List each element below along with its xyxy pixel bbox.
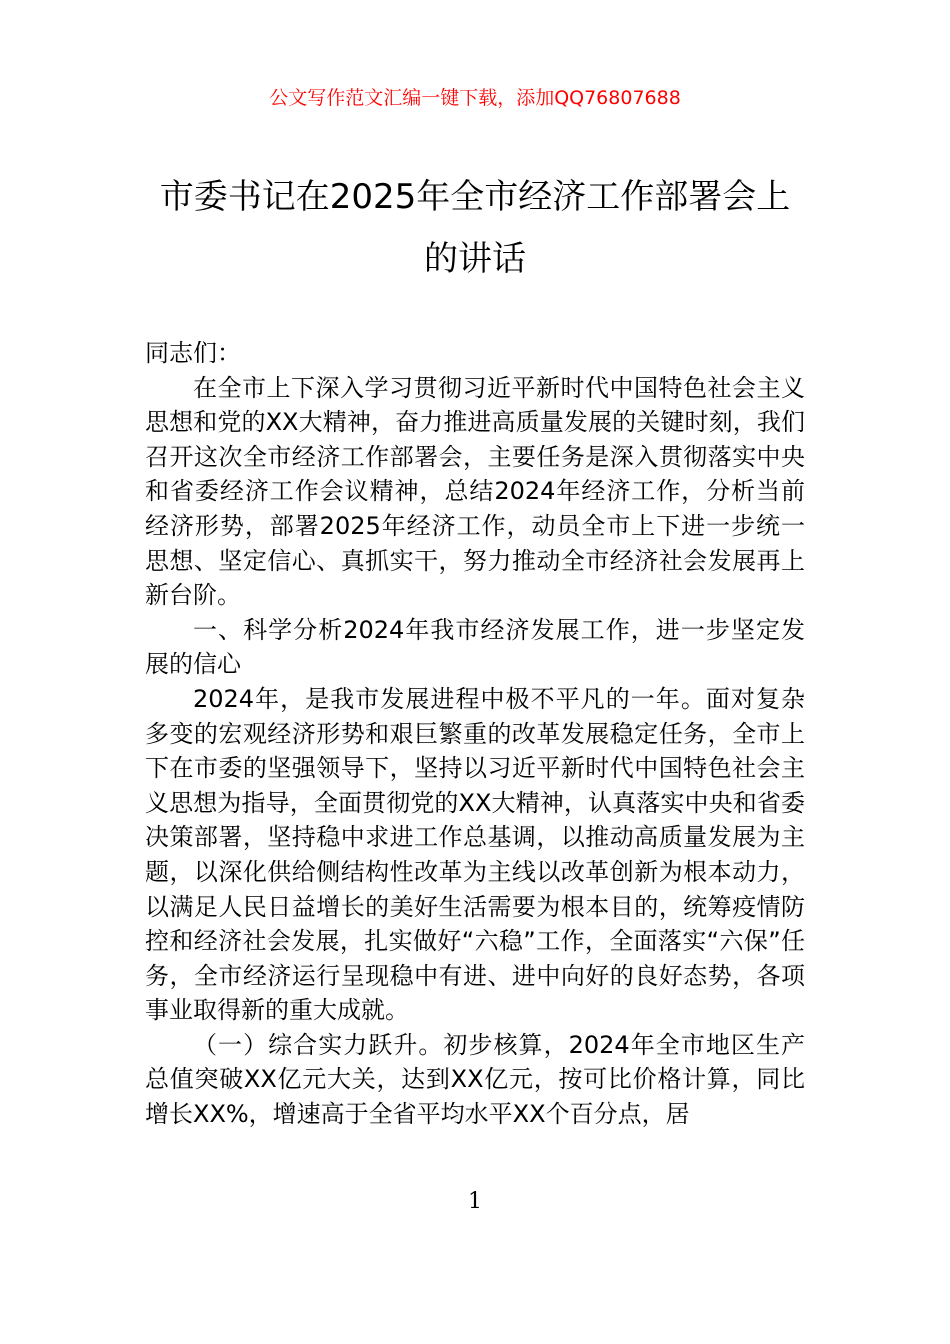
download-banner: 公文写作范文汇编一键下载，添加QQ76807688: [269, 87, 681, 109]
title-line-2: 的讲话: [424, 239, 526, 279]
salutation: 同志们：: [145, 339, 241, 367]
document-body: [145, 336, 805, 1132]
subsection-paragraph-1: （一）综合实力跃升。初步核算，2024年全市地区生产总值突破XX亿元大关，达到XX亿元，按可比价格计算，同比增长XX%，增速高于全省平均水平XX个百分点，居: [145, 1030, 805, 1129]
page-number: 1: [468, 1189, 482, 1214]
review-paragraph: 2024年，是我市发展进程中极不平凡的一年。面对复杂多变的宏观经济形势和艰巨繁重的改革发展稳定任务，全市上下在市委的坚强领导下，坚持以习近平新时代中国特色社会主义思想为指导，全面贯彻党的XX大精神，认真落实中央和省委决策部署，坚持稳中求进工作总基调，以推动高质量发展为主题，以深化供给侧结构性改革为主线以改革创新为根本动力，以满足人民日益增长的美好生活需要为根本目的，统筹疫情防控和经济社会发展，扎实做好“六稳”工作，全面落实“六保”任务，全市经济运行呈现稳中有进、进中向好的良好态势，各项事业取得新的重大成就。: [145, 684, 805, 1025]
document-title: [100, 166, 850, 290]
intro-paragraph: 在全市上下深入学习贯彻习近平新时代中国特色社会主义思想和党的XX大精神，奋力推进高质量发展的关键时刻，我们召开这次全市经济工作部署会，主要任务是深入贯彻落实中央和省委经济工作会议精神，总结2024年经济工作，分析当前经济形势，部署2025年经济工作，动员全市上下进一步统一思想、坚定信心、真抓实干，努力推动全市经济社会发展再上新台阶。: [145, 373, 805, 610]
section-heading-1: 一、科学分析2024年我市经济发展工作，进一步坚定发展的信心: [145, 615, 805, 679]
title-line-1: 市委书记在2025年全市经济工作部署会上: [159, 177, 791, 217]
